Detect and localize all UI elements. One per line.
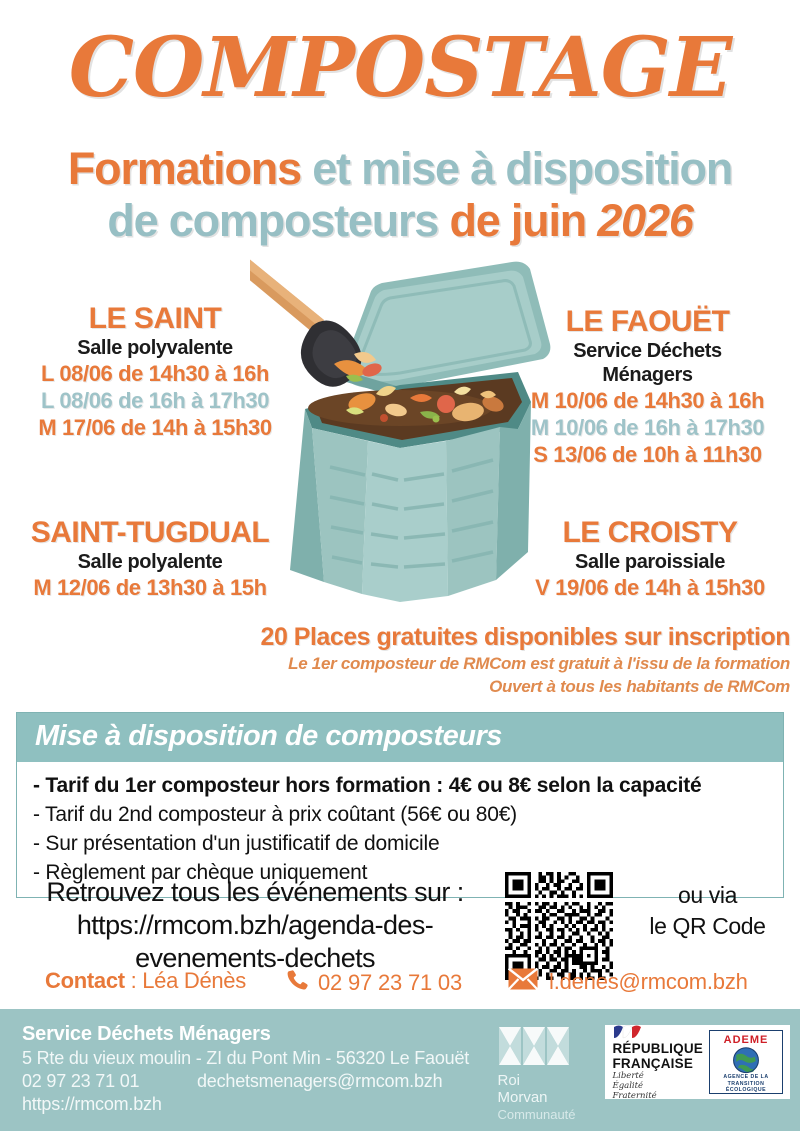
session-slot: M 10/06 de 16h à 17h30 — [530, 415, 765, 440]
rf-line-2: FRANÇAISE — [612, 1055, 694, 1071]
footer-email: dechetsmenagers@rmcom.bzh — [197, 1071, 443, 1091]
session-slot: M 10/06 de 14h30 à 16h — [530, 388, 765, 413]
qr-label-line-2: le QR Code — [649, 913, 766, 939]
session-slot: L 08/06 de 16h à 17h30 — [40, 388, 270, 413]
info-box — [16, 712, 784, 898]
rf-line-1: RÉPUBLIQUE — [612, 1040, 703, 1056]
qr-label — [620, 880, 795, 942]
session-slot: M 12/06 de 13h30 à 15h — [33, 575, 267, 600]
contact-label: Contact — [45, 968, 125, 993]
page-title: COMPOSTAGE — [68, 20, 732, 116]
session-saint-tugdual — [0, 516, 300, 601]
ademe-sub-1: AGENCE DE LA — [723, 1074, 769, 1081]
rmc-line-3: Communauté — [497, 1107, 576, 1122]
session-slot: M 17/06 de 14h à 15h30 — [38, 415, 272, 440]
session-slot: V 19/06 de 14h à 15h30 — [535, 575, 765, 600]
session-slot: L 08/06 de 14h30 à 16h — [40, 361, 270, 386]
contact-row — [0, 968, 800, 1002]
events-link-intro: Retrouvez tous les événements sur : — [46, 877, 464, 907]
footer-address: 5 Rte du vieux moulin - ZI du Pont Min - 56320 Le Faouët — [22, 1048, 470, 1068]
ademe-sub-2: TRANSITION — [727, 1080, 765, 1087]
footer — [0, 1009, 800, 1131]
footer-logos — [497, 1025, 790, 1123]
subtitle-line-1 — [0, 145, 800, 192]
session-le-croisty — [500, 516, 800, 601]
places-line-2: Le 1er composteur de RMCom est gratuit à l'issu de la formation — [288, 654, 790, 673]
subtitle-composteurs: de composteurs — [107, 195, 450, 246]
events-url-line-1[interactable]: https://rmcom.bzh/agenda-des- — [76, 910, 434, 940]
events-url-line-2[interactable]: evenements-dechets — [135, 943, 375, 973]
rmc-line-1: Roi — [497, 1072, 520, 1089]
footer-service: Service Déchets Ménagers — [22, 1023, 271, 1045]
contact-separator: : — [124, 968, 143, 993]
republique-francaise-logo — [612, 1024, 703, 1101]
ademe-logo — [709, 1030, 783, 1094]
qr-code[interactable] — [505, 872, 613, 980]
events-link-block — [20, 876, 490, 975]
subtitle-formations: Formations — [67, 143, 313, 194]
qr-label-line-1: ou via — [678, 882, 737, 908]
roi-morvan-mark — [497, 1025, 597, 1067]
roi-morvan-logo — [497, 1025, 597, 1123]
info-box-header: Mise à disposition de composteurs — [17, 713, 783, 762]
info-box-item: - Tarif du 2nd composteur à prix coûtant (56€ ou 80€) — [33, 803, 517, 826]
session-place-line2: Ménagers — [602, 364, 693, 386]
footer-website[interactable]: https://rmcom.bzh — [22, 1094, 162, 1114]
subtitle-line-2 — [0, 197, 800, 244]
places-line-3: Ouvert à tous les habitants de RMCom — [489, 677, 790, 696]
footer-phone: 02 97 23 71 01 — [22, 1071, 140, 1091]
session-slot: S 13/06 de 10h à 11h30 — [533, 442, 762, 467]
session-place: Service Déchets — [573, 340, 722, 362]
roi-morvan-text — [497, 1072, 597, 1123]
contact-name-value: Léa Dénès — [142, 968, 246, 993]
footer-text — [22, 1022, 469, 1116]
ademe-title: ADEME — [723, 1034, 769, 1046]
rf-motto-3: Fraternité — [612, 1090, 657, 1101]
info-box-item: - Règlement par chèque uniquement — [33, 861, 368, 884]
session-town: LE SAINT — [88, 302, 222, 335]
globe-icon — [729, 1046, 763, 1074]
phone-icon — [285, 968, 309, 998]
session-town: LE CROISTY — [562, 516, 738, 549]
subtitle-mise-a-disposition: et mise à disposition — [312, 143, 733, 194]
state-logos-box — [605, 1025, 790, 1099]
subtitle-de-juin: de juin — [449, 195, 598, 246]
french-flag-icon — [612, 1024, 654, 1041]
session-le-faouet — [495, 305, 800, 468]
envelope-icon — [508, 968, 538, 996]
session-place: Salle paroissiale — [575, 551, 725, 573]
contact-person — [45, 968, 246, 994]
places-headline: 20 Places gratuites disponibles sur inscription — [260, 623, 790, 651]
rf-motto-2: Égalité — [612, 1080, 644, 1091]
session-place: Salle polyalente — [77, 551, 223, 573]
info-box-item: - Tarif du 1er composteur hors formation : 4€ ou 8€ selon la capacité — [33, 774, 702, 797]
session-town: LE FAOUËT — [565, 305, 730, 338]
session-le-saint — [0, 302, 310, 441]
footer-contact-line — [22, 1070, 469, 1093]
ademe-sub-3: ÉCOLOGIQUE — [725, 1086, 767, 1093]
contact-email[interactable] — [508, 968, 748, 996]
phone-number: 02 97 23 71 03 — [318, 970, 463, 995]
info-box-item: - Sur présentation d'un justificatif de domicile — [33, 832, 440, 855]
session-town: SAINT-TUGDUAL — [30, 516, 270, 549]
email-address: l.denes@rmcom.bzh — [549, 969, 748, 994]
rf-motto-1: Liberté — [612, 1070, 644, 1081]
places-note — [0, 622, 790, 698]
subtitle-year: 2026 — [597, 195, 693, 246]
session-place: Salle polyvalente — [77, 337, 233, 359]
rmc-line-2: Morvan — [497, 1089, 548, 1106]
contact-phone[interactable] — [285, 968, 462, 998]
